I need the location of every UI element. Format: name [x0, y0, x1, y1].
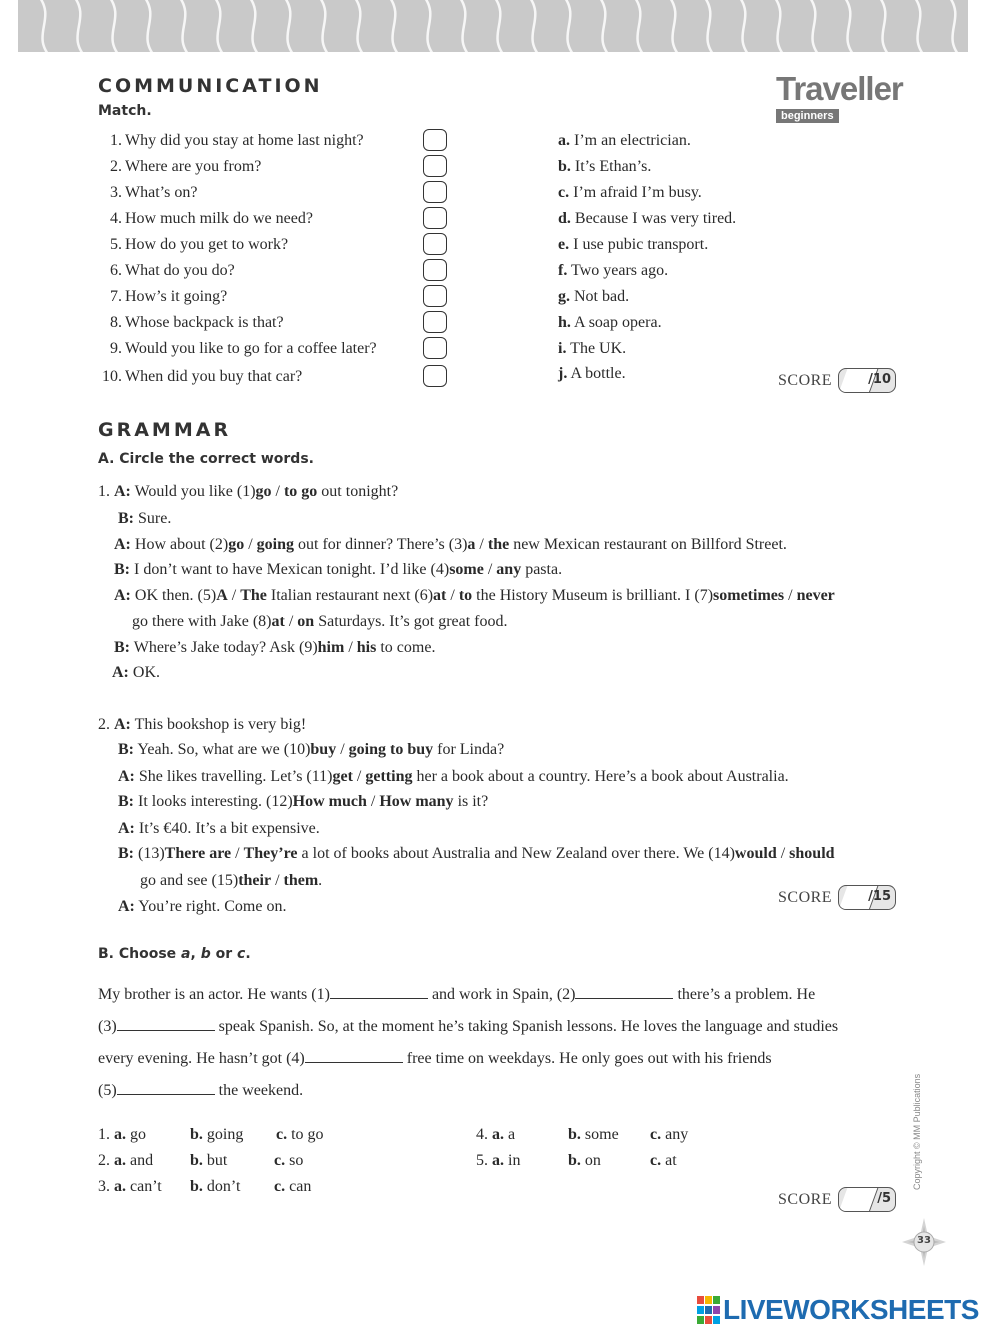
answer-box[interactable] [423, 285, 447, 307]
gap-text: the weekend. [214, 1082, 304, 1099]
dialogue-option[interactable]: The [240, 587, 267, 604]
dialogue-option[interactable]: B: [118, 793, 134, 810]
dialogue-line [132, 613, 508, 631]
question-text: How’s it going? [125, 288, 228, 305]
brand-subtitle: beginners [776, 109, 839, 123]
dialogue-option[interactable]: A: [118, 768, 135, 785]
dialogue-option[interactable]: go [255, 483, 272, 500]
question-text: How much milk do we need? [125, 210, 313, 227]
question-item [98, 158, 261, 176]
question-item [98, 236, 288, 254]
dialogue-option[interactable]: going to buy [348, 741, 434, 758]
dialogue-option[interactable]: sometimes [713, 587, 785, 604]
dialogue-text: out tonight? [317, 483, 399, 500]
dialogue-text: / [344, 639, 357, 656]
dialogue-text: / [776, 845, 790, 862]
choice-option-c[interactable] [274, 1152, 303, 1170]
score-label: SCORE [778, 889, 833, 906]
question-item [98, 314, 284, 332]
answer-box[interactable] [423, 207, 447, 229]
dialogue-text: / [475, 536, 488, 553]
answer-box[interactable] [423, 259, 447, 281]
dialogue-text: / [446, 587, 459, 604]
score-box[interactable] [838, 885, 896, 910]
dialogue-text: pasta. [521, 561, 563, 578]
choice-letter: a. [114, 1126, 126, 1143]
dialogue-option[interactable]: A: [118, 898, 135, 915]
dialogue-line [118, 845, 835, 863]
answer-text: I’m afraid I’m busy. [573, 184, 702, 201]
dialogue-text: 2. [98, 716, 114, 733]
answer-box[interactable] [423, 233, 447, 255]
choice-letter: b. [568, 1126, 581, 1143]
dialogue-option[interactable]: should [789, 845, 835, 862]
choice-text: can [289, 1178, 312, 1195]
question-number: 5. [110, 236, 122, 253]
question-item [98, 184, 197, 202]
score-total: /5 [877, 1191, 891, 1206]
dialogue-line [114, 536, 787, 554]
dialogue-option[interactable]: on [297, 613, 315, 630]
choice-letter: c. [274, 1178, 286, 1195]
answer-box[interactable] [423, 311, 447, 333]
dialogue-option[interactable]: go [228, 536, 245, 553]
dialogue-line [98, 483, 398, 501]
question-number: 6. [110, 262, 122, 279]
answer-text: The UK. [570, 340, 627, 357]
dialogue-line [118, 768, 789, 786]
question-text: How do you get to work? [125, 236, 289, 253]
dialogue-text: How about (2) [130, 536, 229, 553]
choice-letter: a. [492, 1152, 504, 1169]
choice-text: going [206, 1126, 244, 1143]
choice-letter: c. [274, 1152, 286, 1169]
dialogue-text: / [284, 613, 298, 630]
choice-text: but [206, 1152, 228, 1169]
answer-option [558, 262, 668, 280]
liveworksheets-icon [697, 1296, 721, 1326]
dialogue-option[interactable]: A: [114, 536, 131, 553]
answer-letter: e. [558, 236, 570, 253]
answer-option [558, 365, 626, 383]
dialogue-text: It looks interesting. (12) [134, 793, 293, 810]
dialogue-text: her a book about a country. Here’s a book about Australia. [412, 768, 789, 785]
answer-option [558, 210, 736, 228]
dialogue-option[interactable]: him [317, 639, 345, 656]
question-number: 10. [102, 368, 122, 385]
dialogue-option[interactable]: A [216, 587, 228, 604]
brand-logo [776, 72, 903, 124]
dialogue-option[interactable]: some [449, 561, 484, 578]
dialogue-option[interactable]: How much [292, 793, 367, 810]
dialogue-text: the History Museum is brilliant. I (7) [472, 587, 714, 604]
choice-letter: a. [114, 1152, 126, 1169]
dialogue-option[interactable]: B: [114, 561, 130, 578]
dialogue-line [140, 872, 322, 890]
dialogue-text: to come. [376, 639, 436, 656]
choice-option-a[interactable] [98, 1178, 162, 1196]
gap-line [98, 984, 815, 1004]
choice-text: to go [291, 1126, 324, 1143]
dialogue-text: OK. [128, 664, 160, 681]
answer-text: A soap opera. [574, 314, 662, 331]
dialogue-option[interactable]: any [496, 561, 522, 578]
choice-text: any [665, 1126, 689, 1143]
question-text: When did you buy that car? [125, 368, 303, 385]
dialogue-text: / [483, 561, 497, 578]
dialogue-text: . [318, 872, 323, 889]
answer-text: I use pubic transport. [573, 236, 709, 253]
gap-blank[interactable] [305, 1048, 403, 1063]
banner-pattern [18, 0, 968, 52]
dialogue-text: go and see (15) [140, 872, 239, 889]
question-text: Would you like to go for a coffee later? [125, 340, 377, 357]
answer-option [558, 314, 662, 332]
copyright-note: Copyright © MM Publications [912, 1073, 922, 1190]
question-number: 2. [110, 158, 122, 175]
dialogue-option[interactable]: How many [379, 793, 454, 810]
dialogue-text: new Mexican restaurant on Billford Street. [509, 536, 787, 553]
choice-number: 4. [476, 1126, 488, 1143]
gap-blank[interactable] [330, 984, 428, 999]
dialogue-text: / [352, 768, 366, 785]
score-label: SCORE [778, 1191, 833, 1208]
choice-option-c[interactable] [650, 1126, 688, 1144]
answer-box[interactable] [423, 337, 447, 359]
choice-option-a[interactable] [476, 1152, 520, 1170]
choice-number: 2. [98, 1152, 110, 1169]
dialogue-option[interactable]: going [256, 536, 294, 553]
question-item [98, 340, 377, 358]
answer-letter: f. [558, 262, 568, 279]
choice-text: so [289, 1152, 304, 1169]
question-item [98, 210, 313, 228]
choice-text: a [508, 1126, 516, 1143]
choice-option-a[interactable] [476, 1126, 515, 1144]
question-number: 7. [110, 288, 122, 305]
dialogue-text: / [366, 793, 380, 810]
choice-text: at [665, 1152, 677, 1169]
dialogue-text: is it? [453, 793, 489, 810]
page-number: 33 [917, 1235, 931, 1246]
answer-text: Two years ago. [571, 262, 669, 279]
dialogue-option[interactable]: A: [118, 820, 135, 837]
dialogue-line [114, 587, 835, 605]
dialogue-line [118, 510, 171, 528]
dialogue-text: / [271, 483, 284, 500]
dialogue-text: / [336, 741, 349, 758]
choice-option-b[interactable] [568, 1152, 601, 1170]
communication-title: COMMUNICATION [98, 75, 323, 97]
dialogue-text: a lot of books about Australia and New Zealand over there. We (14) [297, 845, 735, 862]
dialogue-text: Would you like (1) [130, 483, 256, 500]
dialogue-line [98, 716, 306, 734]
dialogue-text: It’s €40. It’s a bit expensive. [134, 820, 320, 837]
choice-letter: c. [650, 1152, 662, 1169]
choice-option-b[interactable] [190, 1152, 227, 1170]
answer-option [558, 158, 651, 176]
question-number: 8. [110, 314, 122, 331]
dialogue-text: This bookshop is very big! [130, 716, 307, 733]
question-number: 1. [110, 132, 122, 149]
dialogue-option[interactable]: at [271, 613, 285, 630]
score-box[interactable] [838, 1187, 896, 1212]
dialogue-text: Italian restaurant next (6) [266, 587, 434, 604]
dialogue-text: / [271, 872, 284, 889]
part-b-instruction: B. Choose a, b or c. [98, 946, 251, 962]
gap-line [98, 1080, 303, 1100]
choice-text: don’t [206, 1178, 241, 1195]
dialogue-line [114, 639, 435, 657]
question-text: What do you do? [125, 262, 235, 279]
dialogue-option[interactable]: would [734, 845, 777, 862]
gap-text: (5) [98, 1082, 117, 1099]
dialogue-text: 1. [98, 483, 114, 500]
choice-number: 1. [98, 1126, 110, 1143]
score-total: /10 [868, 372, 891, 387]
choice-option-c[interactable] [274, 1178, 311, 1196]
answer-letter: g. [558, 288, 570, 305]
question-number: 9. [110, 340, 122, 357]
dialogue-option[interactable]: to go [283, 483, 318, 500]
choice-letter: b. [568, 1152, 581, 1169]
score-box[interactable] [838, 368, 896, 393]
page-number-badge [898, 1216, 950, 1268]
answer-text: Because I was very tired. [574, 210, 737, 227]
dialogue-line [118, 741, 504, 759]
dialogue-option[interactable]: B: [114, 639, 130, 656]
dialogue-option[interactable]: his [356, 639, 377, 656]
answer-option [558, 236, 708, 254]
dialogue-option[interactable]: at [433, 587, 447, 604]
answer-option [558, 340, 626, 358]
dialogue-option[interactable]: A: [114, 716, 131, 733]
dialogue-text: for Linda? [433, 741, 505, 758]
dialogue-option[interactable]: them [283, 872, 319, 889]
dialogue-line [118, 820, 320, 838]
gap-line [98, 1048, 772, 1068]
gap-text: My brother is an actor. He wants (1) [98, 986, 330, 1003]
choice-letter: b. [190, 1178, 203, 1195]
choice-letter: b. [190, 1126, 203, 1143]
question-item [98, 262, 235, 280]
dialogue-text: go there with Jake (8) [132, 613, 272, 630]
top-banner [18, 0, 968, 52]
dialogue-text: out for dinner? There’s (3) [294, 536, 468, 553]
dialogue-option[interactable]: A: [114, 483, 131, 500]
dialogue-option[interactable]: B: [118, 845, 134, 862]
gap-blank[interactable] [575, 984, 673, 999]
choice-text: in [508, 1152, 521, 1169]
choice-number: 3. [98, 1178, 110, 1195]
choice-text: go [130, 1126, 146, 1143]
liveworksheets-text: LIVEWORKSHEETS [723, 1294, 979, 1325]
brand-title: Traveller [776, 70, 903, 107]
part-a-instruction: A. Circle the correct words. [98, 451, 314, 467]
choice-option-a[interactable] [98, 1152, 153, 1170]
dialogue-option[interactable]: There are [164, 845, 232, 862]
question-item [98, 132, 364, 150]
question-text: Why did you stay at home last night? [125, 132, 364, 149]
dialogue-text: You’re right. Come on. [134, 898, 287, 915]
answer-letter: a. [558, 132, 570, 149]
score-total: /15 [868, 889, 891, 904]
answer-letter: i. [558, 340, 567, 357]
choice-text: and [130, 1152, 154, 1169]
dialogue-option[interactable]: to [458, 587, 473, 604]
dialogue-line [112, 664, 160, 682]
dialogue-option[interactable]: buy [310, 741, 337, 758]
dialogue-option[interactable]: their [238, 872, 272, 889]
dialogue-text: I don’t want to have Mexican tonight. I’d like (4) [130, 561, 450, 578]
dialogue-text: OK then. (5) [130, 587, 217, 604]
grammar-title: GRAMMAR [98, 419, 232, 441]
gap-line [98, 1016, 838, 1036]
choice-letter: c. [650, 1126, 662, 1143]
score-label: SCORE [778, 372, 833, 389]
question-text: Where are you from? [125, 158, 262, 175]
dialogue-option[interactable]: A: [112, 664, 129, 681]
choice-option-b[interactable] [568, 1126, 619, 1144]
answer-option [558, 288, 629, 306]
answer-box[interactable] [423, 181, 447, 203]
dialogue-option[interactable]: getting [365, 768, 413, 785]
dialogue-text: / [227, 587, 241, 604]
question-number: 4. [110, 210, 122, 227]
answer-option [558, 132, 691, 150]
dialogue-line [114, 561, 562, 579]
dialogue-option[interactable]: get [332, 768, 353, 785]
choice-option-b[interactable] [190, 1178, 240, 1196]
answer-box[interactable] [423, 365, 447, 387]
dialogue-option[interactable]: never [796, 587, 835, 604]
dialogue-text: Sure. [134, 510, 172, 527]
answer-letter: j. [558, 365, 568, 382]
dialogue-option[interactable]: They’re [243, 845, 298, 862]
dialogue-option[interactable]: a [467, 536, 476, 553]
dialogue-option[interactable]: B: [118, 510, 134, 527]
choice-letter: b. [190, 1152, 203, 1169]
dialogue-text: / [244, 536, 257, 553]
answer-letter: b. [558, 158, 571, 175]
answer-box[interactable] [423, 129, 447, 151]
choice-text: on [584, 1152, 601, 1169]
answer-text: It’s Ethan’s. [574, 158, 652, 175]
answer-text: I’m an electrician. [574, 132, 691, 149]
dialogue-option[interactable]: A: [114, 587, 131, 604]
choice-text: some [584, 1126, 619, 1143]
gap-blank[interactable] [117, 1080, 215, 1095]
gap-text: every evening. He hasn’t got (4) [98, 1050, 305, 1067]
gap-text: and work in Spain, (2) [427, 986, 576, 1003]
answer-letter: d. [558, 210, 571, 227]
gap-text: (3) [98, 1018, 117, 1035]
dialogue-option[interactable]: the [487, 536, 510, 553]
dialogue-line [118, 898, 286, 916]
dialogue-text: (13) [134, 845, 165, 862]
choice-number: 5. [476, 1152, 488, 1169]
answer-letter: c. [558, 184, 570, 201]
answer-option [558, 184, 702, 202]
dialogue-line [118, 793, 488, 811]
dialogue-text: She likes travelling. Let’s (11) [134, 768, 333, 785]
choice-option-c[interactable] [650, 1152, 677, 1170]
dialogue-text: Where’s Jake today? Ask (9) [130, 639, 318, 656]
dialogue-text: Saturdays. It’s got great food. [314, 613, 508, 630]
dialogue-text: / [784, 587, 797, 604]
question-text: What’s on? [125, 184, 198, 201]
match-instruction: Match. [98, 103, 152, 119]
question-item [98, 368, 302, 386]
choice-option-a[interactable] [98, 1126, 146, 1144]
choice-letter: a. [492, 1126, 504, 1143]
answer-box[interactable] [423, 155, 447, 177]
gap-blank[interactable] [117, 1016, 215, 1031]
answer-text: A bottle. [570, 365, 626, 382]
choice-letter: c. [276, 1126, 288, 1143]
answer-letter: h. [558, 314, 571, 331]
choice-letter: a. [114, 1178, 126, 1195]
question-number: 3. [110, 184, 122, 201]
question-item [98, 288, 227, 306]
choice-option-b[interactable] [190, 1126, 243, 1144]
question-text: Whose backpack is that? [125, 314, 284, 331]
dialogue-text: Yeah. So, what are we (10) [134, 741, 311, 758]
choice-text: can’t [130, 1178, 162, 1195]
gap-text: there’s a problem. He [673, 986, 816, 1003]
gap-text: speak Spanish. So, at the moment he’s taking Spanish lessons. He loves the language and studies [214, 1018, 839, 1035]
choice-option-c[interactable] [276, 1126, 324, 1144]
dialogue-option[interactable]: B: [118, 741, 134, 758]
dialogue-text: / [231, 845, 244, 862]
answer-text: Not bad. [574, 288, 630, 305]
gap-text: free time on weekdays. He only goes out with his friends [402, 1050, 772, 1067]
